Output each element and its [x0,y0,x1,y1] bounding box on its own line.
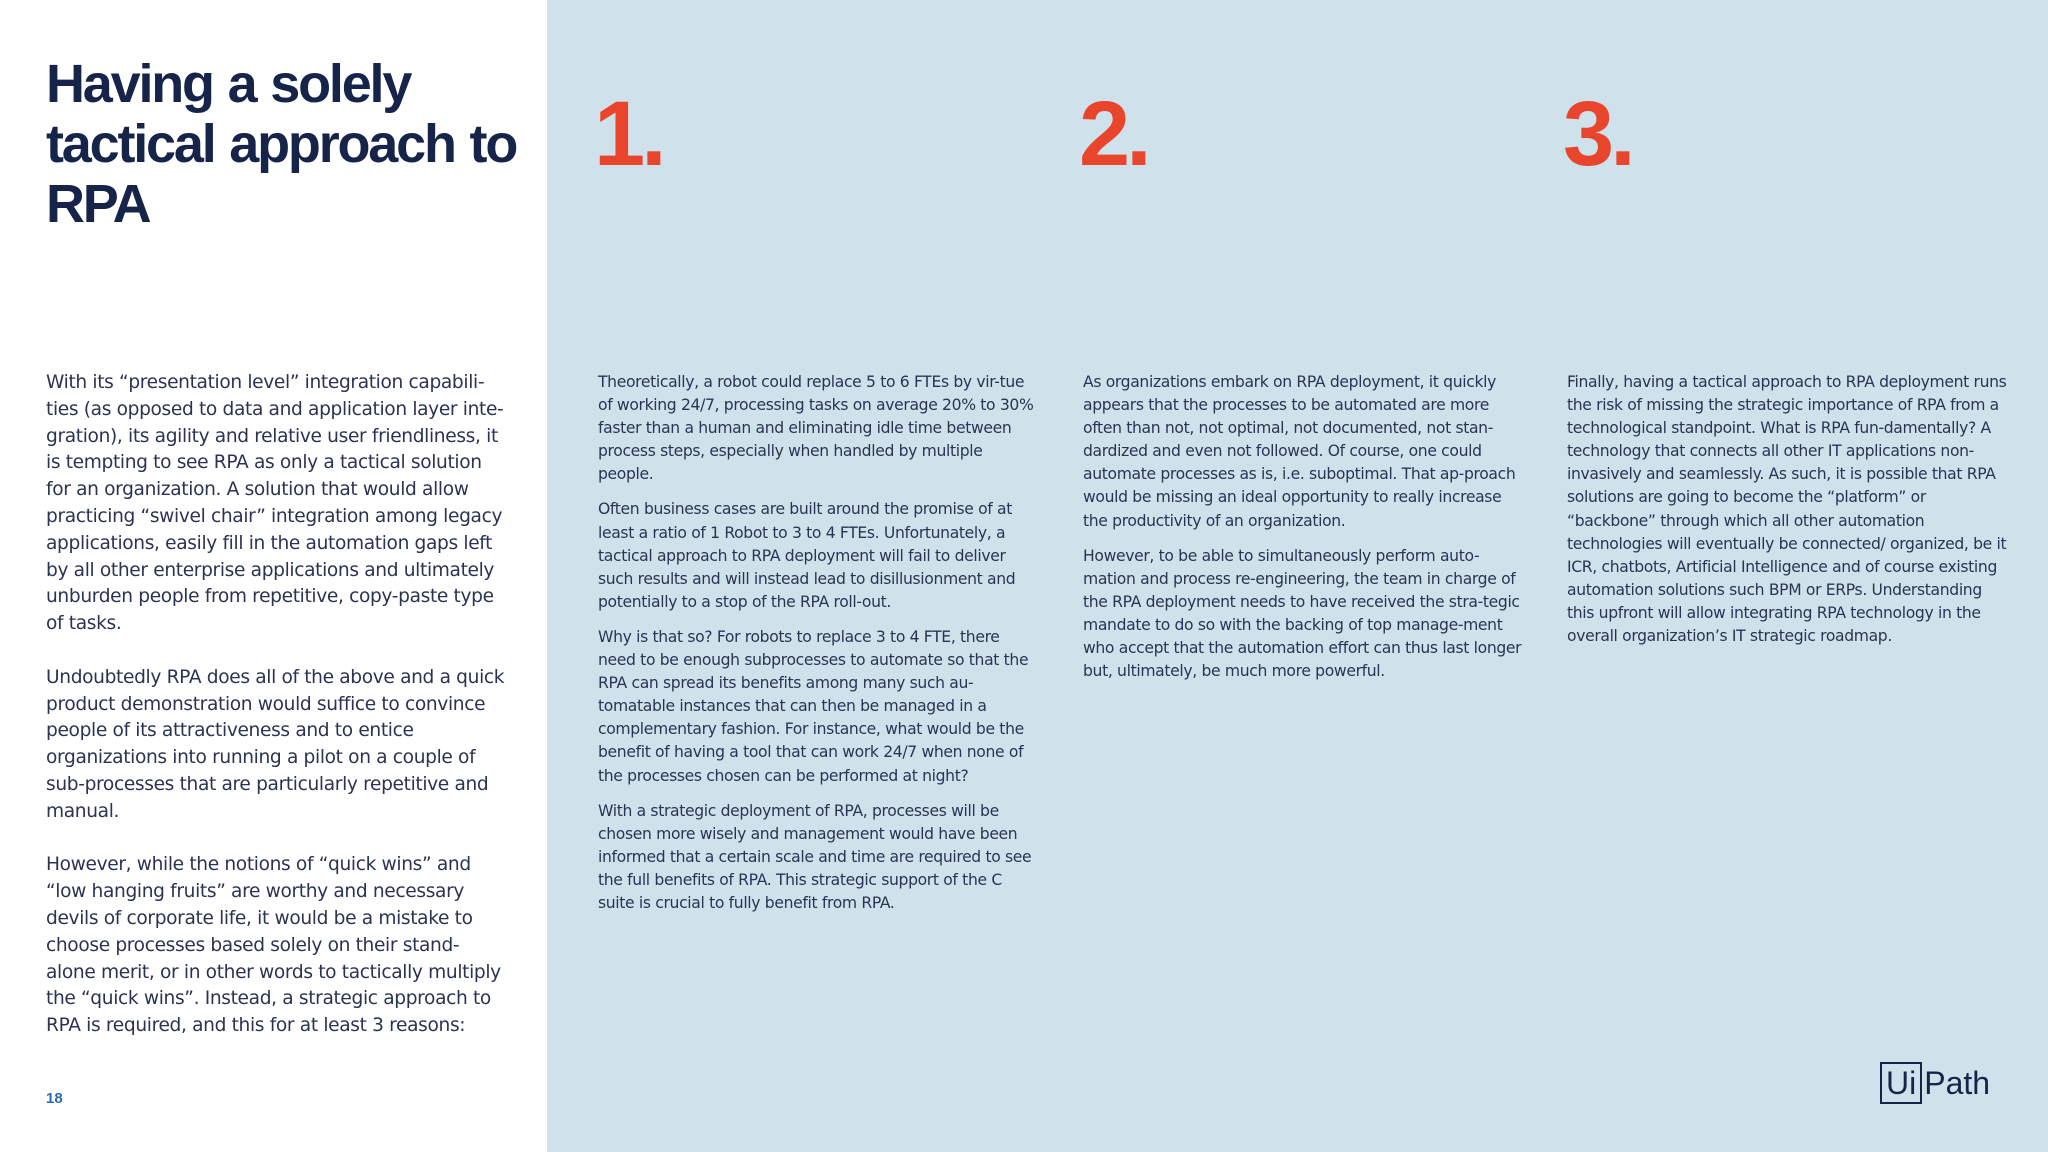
reason-paragraph: As organizations embark on RPA deployment, it quickly appears that the processes to be automated are more often than not, not optimal, not documented, not stan-dardized and even not followed. Of course, one could automate processes as is, i.e. suboptimal. That ap-proach would be missing an ideal opportunity to really increase the productivity of an organization. [1083,373,1516,530]
intro-paragraph: With its “presentation level” integration capabili-ties (as opposed to data and application layer inte-gration), its agility and relative user friendliness, it is tempting to see RPA as only a tactical solution for an organization. A solution that would allow practicing “swivel chair” integration among legacy applications, easily fill in the automation gaps left by all other enterprise applications and ultimately unburden people from repetitive, copy-paste type of tasks. [46,372,504,635]
reason-paragraph: Finally, having a tactical approach to RPA deployment runs the risk of missing the strategic importance of RPA from a technological standpoint. What is RPA fun-damentally? A technology that connects all other IT applications non-invasively and seamlessly. As such, it is possible that RPA solutions are going to become the “platform” or “backbone” through which all other automation technologies will eventually be connected/ organized, be it ICR, chatbots, Artificial Intelligence and of course existing automation solutions such BPM or ERPs. Understanding this upfront will allow integrating RPA technology in the overall organization’s IT strategic roadmap. [1567,373,2007,646]
reason-paragraph: Often business cases are built around the promise of at least a ratio of 1 Robot to 3 to 4 FTEs. Unfortunately, a tactical approach to RPA deployment will fail to deliver such results and will instead lead to disillusionment and potentially to a stop of the RPA roll-out. [598,500,1016,611]
reason-number: 1. [594,83,663,185]
reason-paragraph: Theoretically, a robot could replace 5 to 6 FTEs by vir-tue of working 24/7, processing tasks on average 20% to 30% faster than a human and eliminating idle time between process steps, especially when handled by multiple people. [598,373,1034,484]
intro-paragraph: However, while the notions of “quick wins” and “low hanging fruits” are worthy and necessary devils of corporate life, it would be a mistake to choose processes based solely on their stand-alone merit, or in other words to tactically multiply the “quick wins”. Instead, a strategic approach to RPA is required, and this for at least 3 reasons: [46,854,501,1037]
logo-ui-box: Ui [1880,1062,1922,1104]
reason-body [598,371,1038,927]
page-title: Having a solely tactical approach to RPA [46,54,517,234]
logo-path-text: Path [1924,1065,1991,1101]
intro-paragraph: Undoubtedly RPA does all of the above and a quick product demonstration would suffice to convince people of its attractiveness and to entice organizations into running a pilot on a couple of sub-processes that are particularly repetitive and manual. [46,666,505,822]
reason-paragraph: However, to be able to simultaneously perform auto-mation and process re-engineering, the team in charge of the RPA deployment needs to have received the stra-tegic mandate to do so with the backing of top manage-ment who accept that the automation effort can thus last longer but, ultimately, be much more powerful. [1083,546,1522,681]
reason-number: 3. [1563,83,1632,185]
reason-number: 2. [1079,83,1148,185]
page-number: 18 [46,1090,63,1107]
intro-text [46,370,506,1067]
uipath-logo [1880,1062,1990,1104]
reason-body [1083,371,1523,695]
reason-paragraph: With a strategic deployment of RPA, processes will be chosen more wisely and management would have been informed that a certain scale and time are required to see the full benefits of RPA. This strategic support of the C suite is crucial to fully benefit from RPA. [598,801,1032,912]
reason-body [1567,371,2007,660]
reason-paragraph: Why is that so? For robots to replace 3 to 4 FTE, there need to be enough subprocesses to automate so that the RPA can spread its benefits among many such au-tomatable instances that can then be managed in a complementary fashion. For instance, what would be the benefit of having a tool that can work 24/7 when none of the processes chosen can be performed at night? [598,627,1029,785]
